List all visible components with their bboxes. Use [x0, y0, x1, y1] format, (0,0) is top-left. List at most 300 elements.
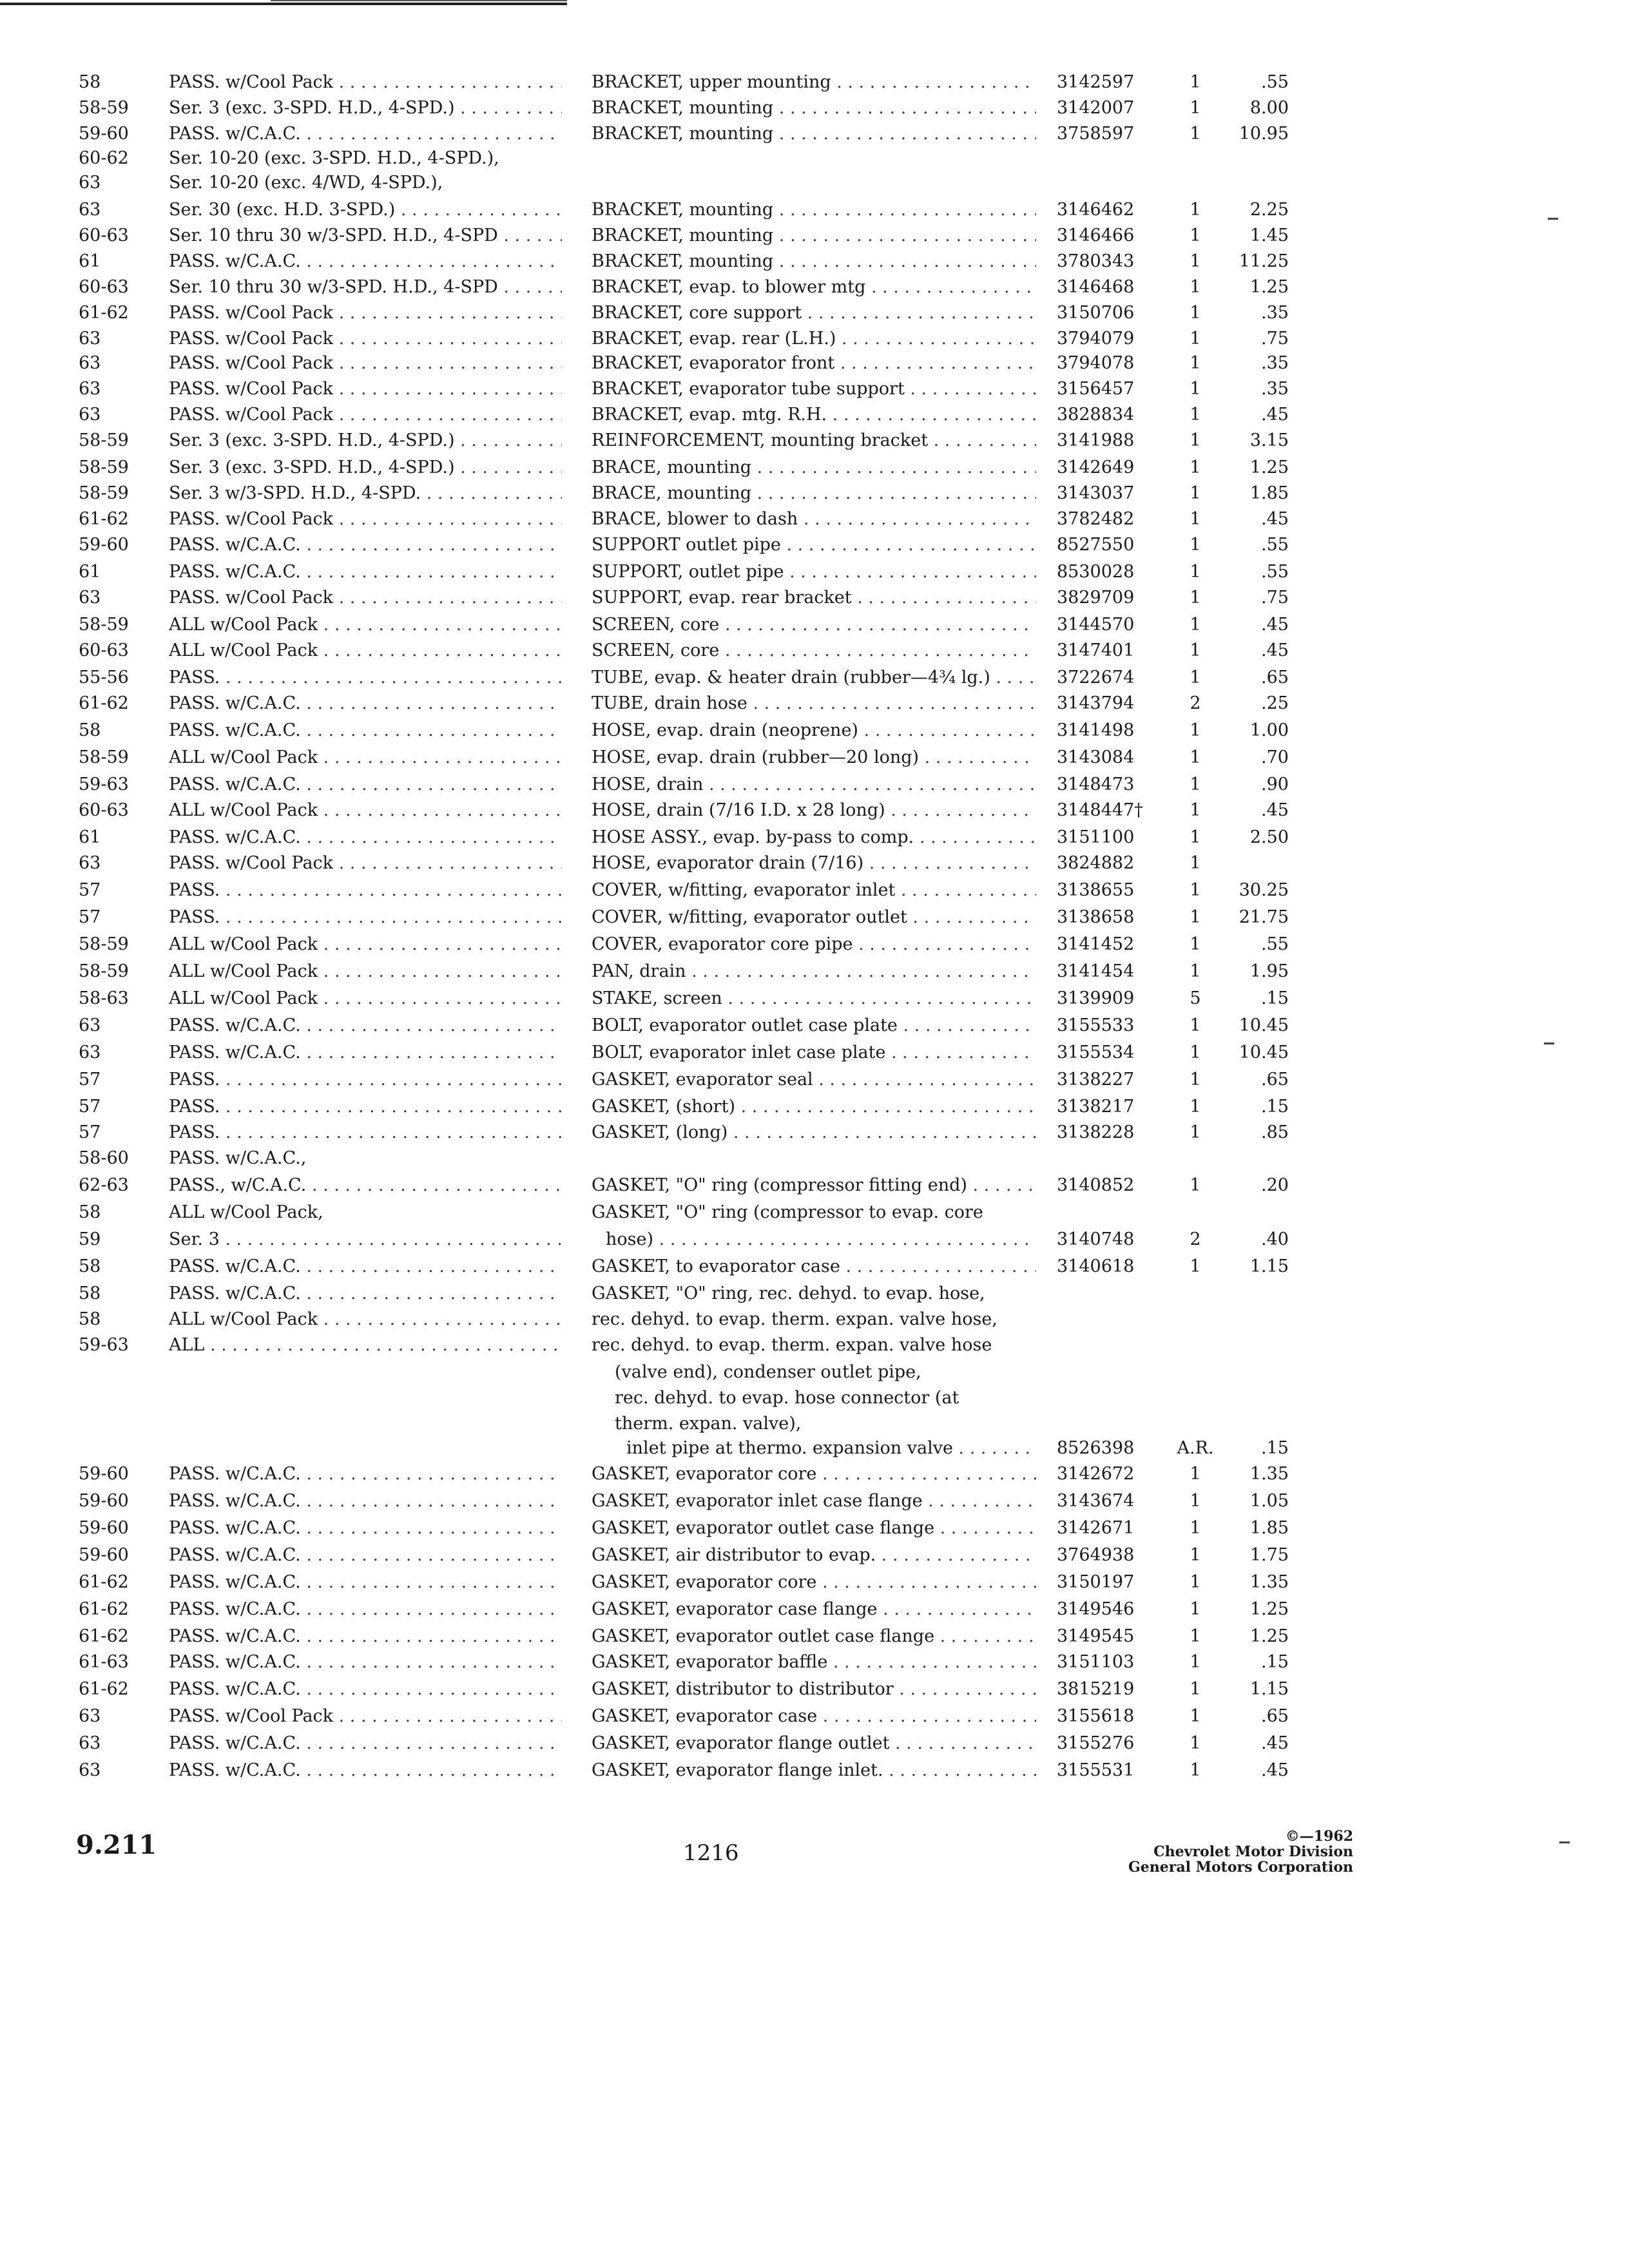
part-number-cell: [1057, 146, 1173, 171]
application-cell: PASS. w/C.A.C. . . .: [169, 1515, 562, 1541]
table-row: [0, 1488, 1629, 1514]
application-cell: PASS. w/Cool Pack . . .: [169, 351, 562, 376]
quantity-cell: 1: [1190, 1652, 1201, 1672]
application-cell: PASS. w/C.A.C. . . .: [169, 1649, 562, 1675]
year-cell: 58-63: [79, 988, 129, 1008]
description-cell: BRACKET, evaporator tube support . . .: [592, 376, 1036, 402]
quantity-cell: 1: [1190, 588, 1201, 608]
part-number-cell: [1057, 1385, 1173, 1411]
application-cell: PASS. w/Cool Pack . . .: [169, 850, 562, 876]
table-row: [0, 585, 1629, 611]
part-number-cell: 3149546: [1057, 1599, 1135, 1619]
year-cell: 58: [79, 720, 101, 740]
table-row: [0, 1067, 1629, 1093]
description-cell: HOSE, drain . . .: [592, 772, 1036, 798]
margin-mark: [1548, 218, 1558, 220]
description-cell: GASKET, to evaporator case . . .: [592, 1254, 1036, 1280]
part-number-cell: 3147401: [1057, 640, 1135, 660]
price-cell: .55: [1261, 562, 1289, 582]
year-cell: 61-62: [79, 509, 129, 529]
application-cell: PASS. w/C.A.C. . . .: [169, 1758, 562, 1783]
quantity-cell: 1: [1190, 1070, 1201, 1090]
table-row: [0, 1704, 1629, 1729]
year-cell: 58-59: [79, 961, 129, 981]
application-cell: PASS., w/C.A.C. . . .: [169, 1173, 562, 1198]
table-row: [0, 95, 1629, 121]
part-number-cell: 3138658: [1057, 907, 1135, 927]
part-number-cell: 3150706: [1057, 303, 1135, 323]
table-row: [0, 1624, 1629, 1649]
year-cell: 58: [79, 1202, 101, 1222]
part-number-cell: 3146462: [1057, 200, 1135, 220]
price-cell: .45: [1261, 615, 1289, 635]
quantity-cell: 1: [1190, 800, 1201, 820]
quantity-cell: 1: [1190, 457, 1201, 477]
table-row: [0, 612, 1629, 638]
year-cell: 63: [79, 379, 101, 399]
part-number-cell: 3722674: [1057, 668, 1135, 687]
application-cell: PASS. w/C.A.C. . . .: [169, 1677, 562, 1702]
application-cell: PASS. . . .: [169, 1120, 562, 1146]
year-cell: 60-63: [79, 226, 129, 245]
application-cell: PASS. w/C.A.C. . . .: [169, 1597, 562, 1622]
price-cell: 1.35: [1249, 1572, 1289, 1592]
price-cell: .15: [1261, 1438, 1289, 1458]
description-cell: HOSE, drain (7/16 I.D. x 28 long) . . .: [592, 798, 1036, 823]
description-cell: BOLT, evaporator outlet case plate . . .: [592, 1013, 1036, 1039]
application-cell: PASS. w/Cool Pack . . .: [169, 376, 562, 402]
quantity-cell: 1: [1190, 303, 1201, 323]
part-number-cell: 3764938: [1057, 1545, 1135, 1565]
part-number-cell: 3138228: [1057, 1122, 1135, 1142]
application-cell: PASS. w/C.A.C. . . .: [169, 1013, 562, 1039]
quantity-cell: 1: [1190, 1122, 1201, 1142]
price-cell: 1.15: [1249, 1256, 1289, 1276]
year-cell: 59-60: [79, 1545, 129, 1565]
price-cell: .70: [1261, 747, 1289, 767]
application-cell: PASS. w/Cool Pack . . .: [169, 326, 562, 352]
table-row: [0, 638, 1629, 664]
quantity-cell: 1: [1190, 277, 1201, 297]
application-cell: PASS. w/C.A.C. . . .: [169, 1461, 562, 1487]
description-cell: TUBE, drain hose . . .: [592, 691, 1036, 716]
year-cell: 58-59: [79, 457, 129, 477]
year-cell: 59: [79, 1229, 101, 1249]
price-cell: .65: [1261, 668, 1289, 687]
table-row: [0, 878, 1629, 903]
quantity-cell: 1: [1190, 1015, 1201, 1035]
part-number-cell: 3138227: [1057, 1070, 1135, 1090]
table-row: [0, 1385, 1629, 1411]
year-cell: 63: [79, 1043, 101, 1062]
part-number-cell: 3150197: [1057, 1572, 1135, 1592]
year-cell: [79, 1385, 162, 1411]
description-cell: GASKET, evaporator outlet case flange . . .: [592, 1515, 1036, 1541]
part-number-cell: 3155534: [1057, 1043, 1135, 1062]
quantity-cell: 1: [1190, 1626, 1201, 1646]
description-cell: hose) . . .: [592, 1227, 1036, 1253]
price-cell: 11.25: [1239, 251, 1289, 271]
part-number-cell: 3142671: [1057, 1518, 1135, 1538]
part-number-cell: 3758597: [1057, 124, 1135, 144]
quantity-cell: 1: [1190, 668, 1201, 687]
quantity-cell: 1: [1190, 907, 1201, 927]
price-cell: 2.25: [1249, 200, 1289, 220]
price-cell: .45: [1261, 1760, 1289, 1780]
application-cell: ALL w/Cool Pack . . .: [169, 612, 562, 638]
year-cell: 59-60: [79, 1491, 129, 1511]
quantity-cell: 2: [1190, 693, 1201, 713]
year-cell: [79, 1411, 162, 1437]
application-cell: PASS. w/Cool Pack . . .: [169, 585, 562, 611]
year-cell: 61-62: [79, 1572, 129, 1592]
year-cell: 58: [79, 1309, 101, 1329]
part-number-cell: 3794079: [1057, 329, 1135, 349]
description-cell: BRACKET, core support . . .: [592, 300, 1036, 326]
description-cell: GASKET, evaporator flange outlet . . .: [592, 1731, 1036, 1756]
year-cell: 57: [79, 907, 101, 927]
price-cell: .35: [1261, 353, 1289, 373]
part-number-cell: [1057, 170, 1173, 196]
application-cell: PASS. w/C.A.C. . . .: [169, 825, 562, 850]
year-cell: 63: [79, 200, 101, 220]
price-cell: [1211, 1332, 1289, 1358]
application-cell: ALL w/Cool Pack . . .: [169, 745, 562, 771]
quantity-cell: 1: [1190, 1599, 1201, 1619]
year-cell: 63: [79, 405, 101, 425]
year-cell: 59-63: [79, 1335, 129, 1355]
part-number-cell: [1057, 1411, 1173, 1437]
price-cell: .55: [1261, 72, 1289, 92]
part-number-cell: 3794078: [1057, 353, 1135, 373]
year-cell: 58-59: [79, 747, 129, 767]
price-cell: .65: [1261, 1706, 1289, 1726]
description-cell: BRACKET, evaporator front . . .: [592, 351, 1036, 376]
quantity-cell: 1: [1190, 251, 1201, 271]
part-number-cell: 3146468: [1057, 277, 1135, 297]
part-number-cell: 3824882: [1057, 853, 1135, 873]
application-cell: PASS. w/C.A.C. . . .: [169, 559, 562, 585]
margin-mark: [1544, 1043, 1554, 1044]
table-row: [0, 1731, 1629, 1756]
description-cell: SCREEN, core . . .: [592, 612, 1036, 638]
price-cell: [1211, 1411, 1289, 1437]
price-cell: 1.25: [1249, 277, 1289, 297]
table-row: [0, 376, 1629, 402]
application-cell: PASS. w/C.A.C. . . .: [169, 121, 562, 147]
part-number-cell: 3143084: [1057, 747, 1135, 767]
part-number-cell: [1057, 1332, 1173, 1358]
year-cell: 61-62: [79, 1679, 129, 1699]
part-number-cell: 3140852: [1057, 1175, 1135, 1195]
price-cell: 10.45: [1239, 1015, 1289, 1035]
price-cell: .85: [1261, 1122, 1289, 1142]
quantity-cell: 1: [1190, 72, 1201, 92]
part-number-cell: 3143794: [1057, 693, 1135, 713]
table-row: [0, 223, 1629, 249]
price-cell: 1.05: [1249, 1491, 1289, 1511]
description-cell: GASKET, "O" ring, rec. dehyd. to evap. hose,: [592, 1283, 985, 1303]
application-cell: ALL w/Cool Pack . . .: [169, 986, 562, 1012]
year-cell: 58-59: [79, 934, 129, 954]
price-cell: .40: [1261, 1229, 1289, 1249]
table-row: [0, 772, 1629, 798]
price-cell: .45: [1261, 640, 1289, 660]
description-cell: therm. expan. valve),: [615, 1414, 802, 1434]
part-number-cell: 3828834: [1057, 405, 1135, 425]
price-cell: .75: [1261, 588, 1289, 608]
year-cell: 63: [79, 1733, 101, 1753]
quantity-cell: 1: [1190, 562, 1201, 582]
price-cell: .45: [1261, 800, 1289, 820]
year-cell: [79, 1360, 162, 1385]
part-number-cell: [1057, 1307, 1173, 1332]
application-cell: PASS. w/C.A.C. . . .: [169, 1040, 562, 1066]
table-row: [0, 1040, 1629, 1066]
part-number-cell: 8530028: [1057, 562, 1135, 582]
price-cell: .65: [1261, 1070, 1289, 1090]
year-cell: 61-62: [79, 1626, 129, 1646]
price-cell: .15: [1261, 1652, 1289, 1672]
table-row: [0, 249, 1629, 274]
copyright-year: ©—1962: [1285, 1828, 1353, 1845]
price-cell: .15: [1261, 1097, 1289, 1117]
quantity-cell: 1: [1190, 1518, 1201, 1538]
part-number-cell: 3148473: [1057, 774, 1135, 794]
part-number-cell: 3143037: [1057, 483, 1135, 503]
part-number-cell: 3140748: [1057, 1229, 1135, 1249]
description-cell: HOSE, evap. drain (neoprene) . . .: [592, 718, 1036, 744]
description-cell: GASKET, evaporator seal . . .: [592, 1067, 1036, 1093]
application-cell: Ser. 10 thru 30 w/3-SPD. H.D., 4-SPD . . .: [169, 274, 562, 300]
part-number-cell: 3144570: [1057, 615, 1135, 635]
table-row: [0, 428, 1629, 454]
description-cell: (valve end), condenser outlet pipe,: [615, 1362, 921, 1382]
price-cell: 1.95: [1249, 961, 1289, 981]
part-number-cell: 3141988: [1057, 430, 1135, 450]
year-cell: 63: [79, 353, 101, 373]
year-cell: 58-59: [79, 430, 129, 450]
table-row: [0, 506, 1629, 532]
table-row: [0, 1146, 1629, 1171]
table-row: [0, 1758, 1629, 1783]
description-cell: GASKET, evaporator core . . .: [592, 1570, 1036, 1595]
table-row: [0, 197, 1629, 223]
description-cell: GASKET, evaporator case flange . . .: [592, 1597, 1036, 1622]
price-cell: .45: [1261, 405, 1289, 425]
quantity-cell: 1: [1190, 200, 1201, 220]
application-cell: PASS. w/C.A.C. . . .: [169, 718, 562, 744]
table-row: [0, 1411, 1629, 1437]
price-cell: .15: [1261, 988, 1289, 1008]
price-cell: 2.50: [1249, 827, 1289, 847]
price-cell: .35: [1261, 303, 1289, 323]
description-cell: REINFORCEMENT, mounting bracket . . .: [592, 428, 1036, 454]
description-cell: SUPPORT, outlet pipe . . .: [592, 559, 1036, 585]
application-cell: [169, 1385, 562, 1411]
description-cell: GASKET, "O" ring (compressor to evap. core: [592, 1202, 983, 1222]
year-cell: 60-63: [79, 640, 129, 660]
description-cell: SCREEN, core . . .: [592, 638, 1036, 664]
table-row: [0, 1281, 1629, 1307]
part-number-cell: 3142649: [1057, 457, 1135, 477]
application-cell: ALL w/Cool Pack . . .: [169, 959, 562, 985]
year-cell: 58: [79, 72, 101, 92]
year-cell: 63: [79, 1760, 101, 1780]
description-cell: SUPPORT outlet pipe . . .: [592, 532, 1036, 558]
application-cell: PASS. w/C.A.C. . . .: [169, 1281, 562, 1307]
table-row: [0, 170, 1629, 196]
application-cell: PASS. w/Cool Pack . . .: [169, 1704, 562, 1729]
price-cell: 1.25: [1249, 1626, 1289, 1646]
description-cell: GASKET, evaporator outlet case flange . . .: [592, 1624, 1036, 1649]
description-cell: BRACKET, mounting . . .: [592, 95, 1036, 121]
part-number-cell: 3156457: [1057, 379, 1135, 399]
part-number-cell: 3142007: [1057, 98, 1135, 118]
application-cell: PASS. w/C.A.C. . . .: [169, 772, 562, 798]
table-row: [0, 718, 1629, 744]
description-cell: COVER, w/fitting, evaporator inlet . . .: [592, 878, 1036, 903]
price-cell: .55: [1261, 535, 1289, 555]
table-row: [0, 1461, 1629, 1487]
year-cell: 58-60: [79, 1148, 129, 1168]
description-cell: BRACE, mounting . . .: [592, 455, 1036, 481]
part-number-cell: [1057, 1200, 1173, 1225]
table-row: [0, 1649, 1629, 1675]
quantity-cell: 1: [1190, 747, 1201, 767]
quantity-cell: 1: [1190, 827, 1201, 847]
part-number-cell: 3146466: [1057, 226, 1135, 245]
price-cell: 1.25: [1249, 457, 1289, 477]
price-cell: 10.95: [1239, 124, 1289, 144]
page-number: 1216: [683, 1840, 739, 1866]
table-row: [0, 691, 1629, 716]
application-cell: PASS. w/Cool Pack . . .: [169, 402, 562, 428]
price-cell: [1211, 1360, 1289, 1385]
application-cell: PASS. . . .: [169, 665, 562, 691]
application-cell: PASS. w/Cool Pack . . .: [169, 70, 562, 95]
table-row: [0, 1570, 1629, 1595]
year-cell: 63: [79, 1706, 101, 1726]
part-number-cell: 3143674: [1057, 1491, 1135, 1511]
quantity-cell: 1: [1190, 1706, 1201, 1726]
application-cell: PASS. w/C.A.C. . . .: [169, 1542, 562, 1568]
application-cell: ALL w/Cool Pack,: [169, 1202, 323, 1222]
description-cell: HOSE ASSY., evap. by-pass to comp. . . .: [592, 825, 1036, 850]
application-cell: [169, 1436, 562, 1461]
application-cell: [169, 1360, 562, 1385]
description-cell: BRACKET, evap. rear (L.H.) . . .: [592, 326, 1036, 352]
description-cell: rec. dehyd. to evap. hose connector (at: [615, 1388, 959, 1408]
table-row: [0, 1254, 1629, 1280]
part-number-cell: 3782482: [1057, 509, 1135, 529]
year-cell: 57: [79, 1097, 101, 1117]
quantity-cell: 1: [1190, 1464, 1201, 1484]
application-cell: ALL w/Cool Pack . . .: [169, 798, 562, 823]
application-cell: PASS. w/C.A.C. . . .: [169, 249, 562, 274]
description-cell: GASKET, distributor to distributor . . .: [592, 1677, 1036, 1702]
price-cell: .45: [1261, 509, 1289, 529]
quantity-cell: 1: [1190, 1679, 1201, 1699]
table-row: [0, 1360, 1629, 1385]
year-cell: 58-59: [79, 98, 129, 118]
price-cell: [1211, 850, 1289, 876]
description-cell: BRACE, blower to dash . . .: [592, 506, 1036, 532]
quantity-cell: 1: [1190, 353, 1201, 373]
description-cell: BRACKET, evap. mtg. R.H. . . .: [592, 402, 1036, 428]
table-row: [0, 326, 1629, 352]
description-cell: rec. dehyd. to evap. therm. expan. valve hose,: [592, 1309, 998, 1329]
quantity-cell: 1: [1190, 1733, 1201, 1753]
quantity-cell: 1: [1190, 1175, 1201, 1195]
quantity-cell: 1: [1190, 329, 1201, 349]
table-row: [0, 274, 1629, 300]
year-cell: 63: [79, 173, 101, 193]
table-row: [0, 300, 1629, 326]
part-number-cell: 3138655: [1057, 880, 1135, 900]
year-cell: 60-63: [79, 800, 129, 820]
year-cell: 62-63: [79, 1175, 129, 1195]
quantity-cell: 1: [1190, 1256, 1201, 1276]
table-row: [0, 1200, 1629, 1225]
quantity-cell: 1: [1190, 1545, 1201, 1565]
quantity-cell: 1: [1190, 535, 1201, 555]
year-cell: 60-62: [79, 148, 129, 168]
price-cell: .20: [1261, 1175, 1289, 1195]
quantity-cell: 1: [1190, 226, 1201, 245]
price-cell: [1211, 1146, 1289, 1171]
description-cell: HOSE, evap. drain (rubber—20 long) . . .: [592, 745, 1036, 771]
part-number-cell: 3148447†: [1057, 800, 1143, 820]
application-cell: Ser. 3 . . .: [169, 1227, 562, 1253]
part-number-cell: 3780343: [1057, 251, 1135, 271]
year-cell: 61: [79, 251, 101, 271]
description-cell: [592, 146, 1036, 171]
application-cell: PASS. w/C.A.C. . . .: [169, 1254, 562, 1280]
description-cell: rec. dehyd. to evap. therm. expan. valve hose: [592, 1335, 992, 1355]
table-row: [0, 850, 1629, 876]
part-number-cell: 3141454: [1057, 961, 1135, 981]
quantity-cell: 1: [1190, 483, 1201, 503]
quantity-cell: A.R.: [1177, 1438, 1214, 1458]
table-row: [0, 1677, 1629, 1702]
year-cell: 59-63: [79, 774, 129, 794]
application-cell: PASS. . . .: [169, 878, 562, 903]
year-cell: 59-60: [79, 535, 129, 555]
price-cell: 1.45: [1249, 226, 1289, 245]
price-cell: .55: [1261, 934, 1289, 954]
application-cell: PASS. w/Cool Pack . . .: [169, 506, 562, 532]
application-cell: PASS. w/C.A.C. . . .: [169, 532, 562, 558]
description-cell: BRACKET, mounting . . .: [592, 223, 1036, 249]
application-cell: PASS. . . .: [169, 905, 562, 930]
application-cell: Ser. 10-20 (exc. 4/WD, 4-SPD.),: [169, 173, 443, 193]
application-cell: Ser. 3 (exc. 3-SPD. H.D., 4-SPD.) . . .: [169, 428, 562, 454]
part-number-cell: 8526398: [1057, 1438, 1135, 1458]
table-row: [0, 1597, 1629, 1622]
quantity-cell: 5: [1190, 988, 1201, 1008]
part-number-cell: 3155533: [1057, 1015, 1135, 1035]
price-cell: 1.75: [1249, 1545, 1289, 1565]
table-row: [0, 351, 1629, 376]
year-cell: 63: [79, 588, 101, 608]
price-cell: [1211, 1281, 1289, 1307]
description-cell: BRACKET, mounting . . .: [592, 249, 1036, 274]
quantity-cell: 1: [1190, 961, 1201, 981]
part-number-cell: 3139909: [1057, 988, 1135, 1008]
description-cell: GASKET, air distributor to evap. . . .: [592, 1542, 1036, 1568]
table-row: [0, 1120, 1629, 1146]
